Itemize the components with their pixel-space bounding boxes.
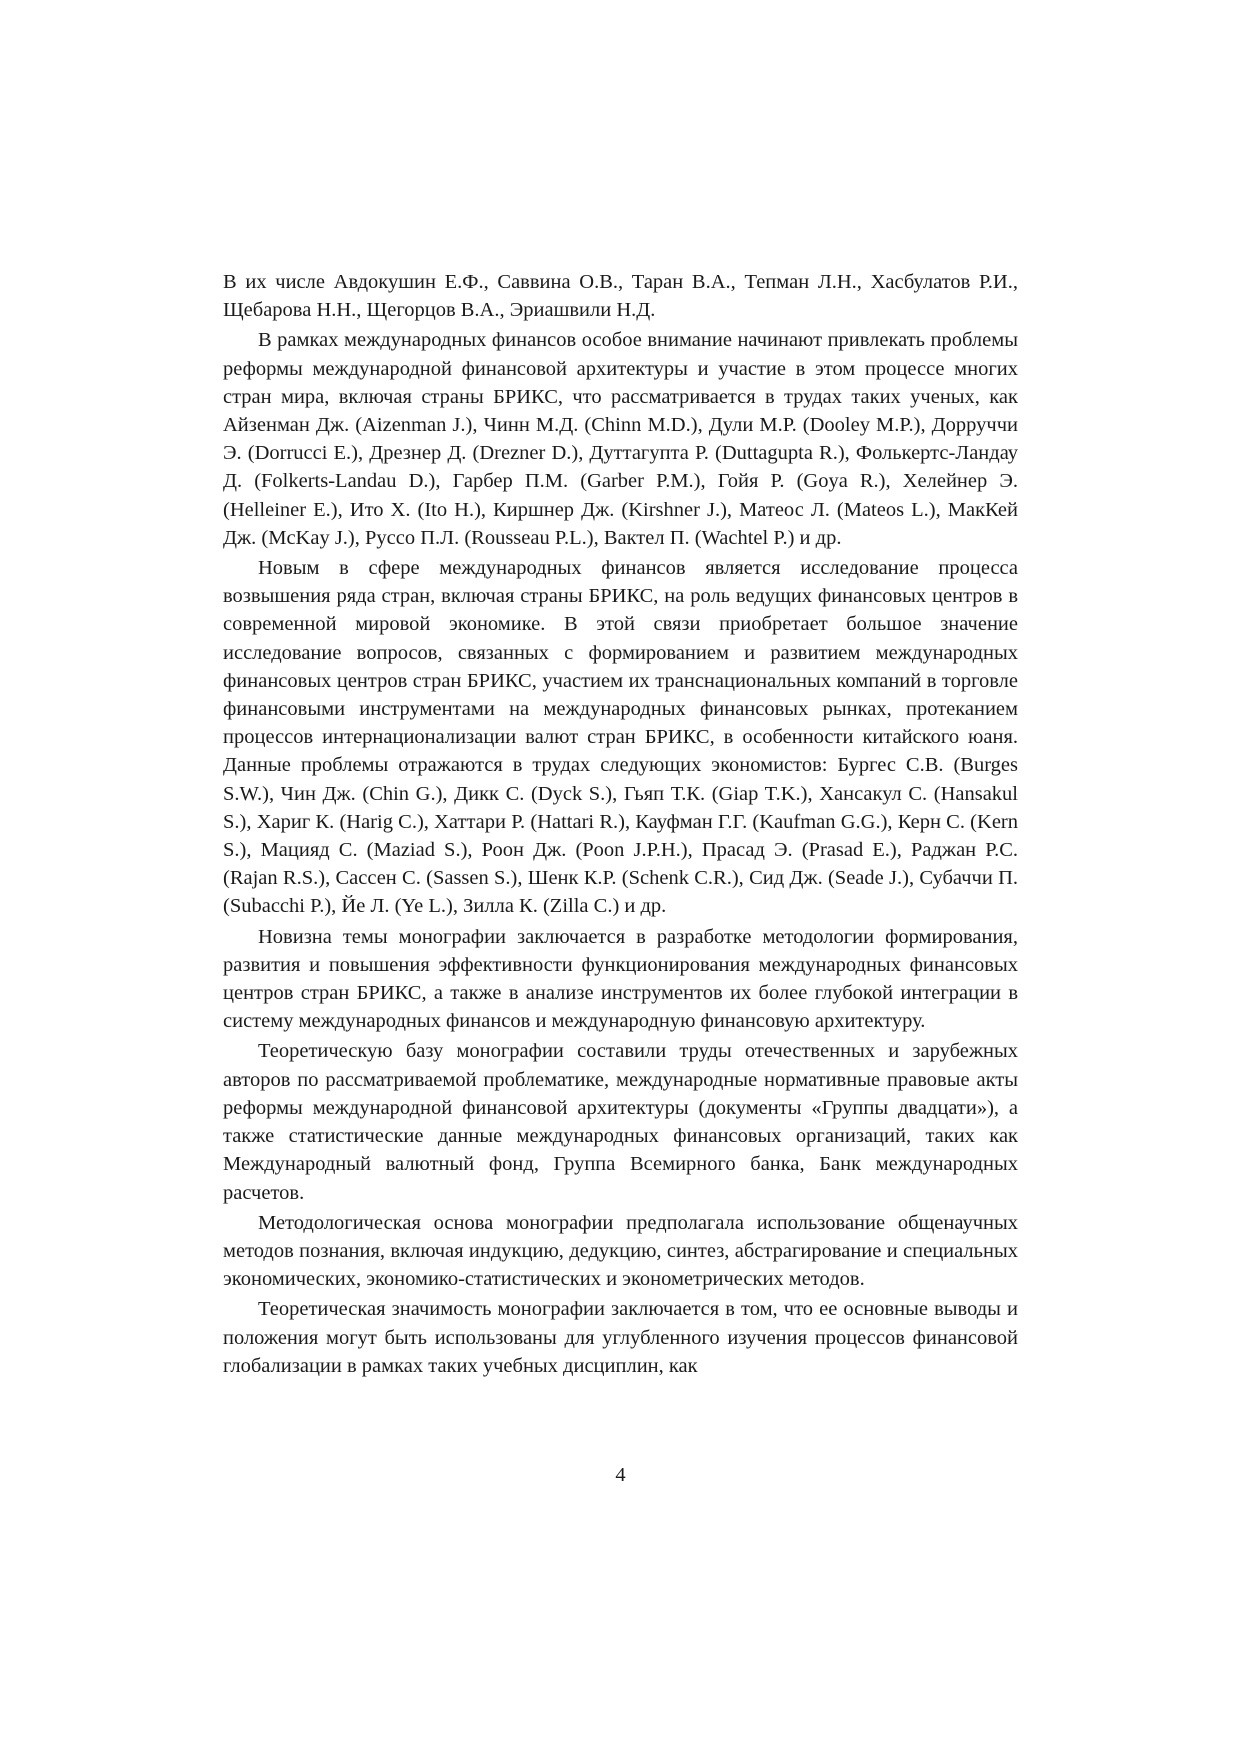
page-number: 4 <box>615 1464 626 1486</box>
paragraph-4: Новизна темы монографии заключается в разработке методологии формирования, развития и повышения эффективности функционирования международных финансовых центров стран БРИКС, а также в анализе инструментов их более глубокой интеграции в систему международных финансов и международную финансовую архитектуру. <box>223 925 1018 1033</box>
paragraph-1: В их числе Авдокушин Е.Ф., Саввина О.В., Таран В.А., Тепман Л.Н., Хасбулатов Р.И., Щебарова Н.Н., Щегорцов В.А., Эриашвили Н.Д. <box>223 271 1018 322</box>
paragraph-2: В рамках международных финансов особое внимание начинают привлекать проблемы реформы международной финансовой архитектуры и участие в этом процессе многих стран мира, включая страны БРИКС, что рассматривается в трудах таких ученых, как Айзенман Дж. (Aizenman J.), Чинн М.Д. (Chinn M.D.), Дули М.Р. (Dooley M.P.), Дорруччи Э. (Dorrucci E.), Дрезнер Д. (Drezner D.), Дуттагупта Р. (Duttagupta R.), Фолькертс-Ландау Д. (Folkerts-Landau D.), Гарбер П.М. (Garber P.M.), Гойя Р. (Goya R.), Хелейнер Э. (Helleiner E.), Ито Х. (Ito H.), Киршнер Дж. (Kirshner J.), Матеос Л. (Mateos L.), МакКей Дж. (McKay J.), Руссо П.Л. (Rousseau P.L.), Вактел П. (Wachtel P.) и др. <box>223 329 1018 549</box>
paragraph-5: Теоретическую базу монографии составили труды отечественных и зарубежных авторов по рассматриваемой проблематике, международные нормативные правовые акты реформы международной финансовой архитектуры (документы «Группы двадцати»), а также статистические данные международных финансовых организаций, таких как Международный валютный фонд, Группа Всемирного банка, Банк международных расчетов. <box>223 1040 1018 1204</box>
paragraph-6: Методологическая основа монографии предполагала использование общенаучных методов познания, включая индукцию, дедукцию, синтез, абстрагирование и специальных экономических, экономико-статистических и эконометрических методов. <box>223 1211 1018 1291</box>
paragraph-3: Новым в сфере международных финансов является исследование процесса возвышения ряда стран, включая страны БРИКС, на роль ведущих финансовых центров в современной мировой экономике. В этой связи приобретает большое значение исследование вопросов, связанных с формированием и развитием международных финансовых центров стран БРИКС, участием их транснациональных компаний в торговле финансовыми инструментами на международных финансовых рынках, протеканием процессов интернационализации валют стран БРИКС, в особенности китайского юаня. Данные проблемы отражаются в трудах следующих экономистов: Бургес С.В. (Burges S.W.), Чин Дж. (Chin G.), Дикк С. (Dyck S.), Гьяп Т.К. (Giap T.K.), Хансакул С. (Hansakul S.), Хариг К. (Harig C.), Хаттари Р. (Hattari R.), Кауфман Г.Г. (Kaufman G.G.), Керн С. (Kern S.), Мацияд С. (Maziad S.), Роон Дж. (Poon J.P.H.), Прасад Э. (Prasad E.), Раджан Р.С. (Rajan R.S.), Сассен С. (Sassen S.), Шенк К.Р. (Schenk C.R.), Сид Дж. (Seade J.), Субаччи П. (Subacchi P.), Йе Л. (Ye L.), Зилла К. (Zilla C.) и др. <box>223 557 1018 918</box>
paragraph-7: Теоретическая значимость монографии заключается в том, что ее основные выводы и положения могут быть использованы для углубленного изучения процессов финансовой глобализации в рамках таких учебных дисциплин, как <box>223 1298 1018 1377</box>
body-text <box>223 268 1018 1382</box>
